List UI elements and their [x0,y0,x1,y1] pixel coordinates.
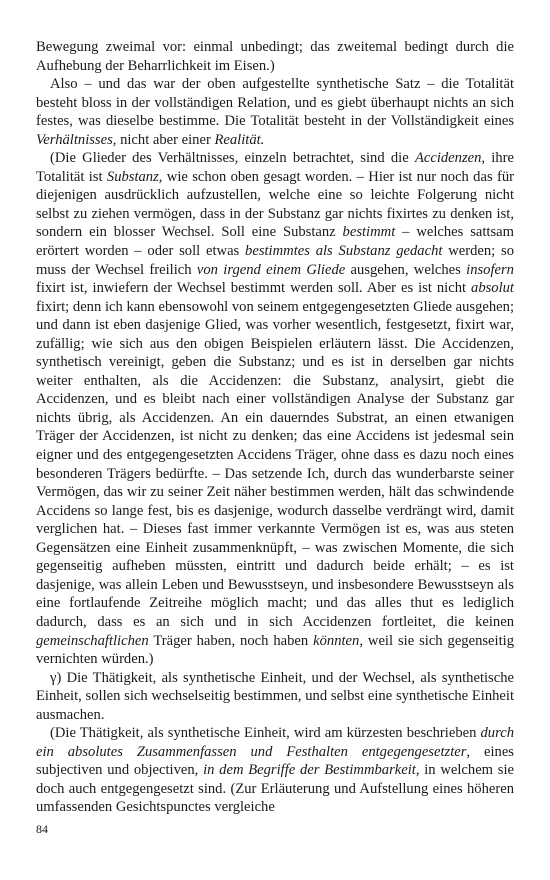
paragraph-run: – welches sattsam erörtert worden – oder soll etwas [36,224,514,260]
paragraph-run: , in welchem sie doch auch entgegengesetzt sind. (Zur Erläuterung und Aufstellung eines höheren umfassenden Gesichtspunctes vergleiche [36,762,514,816]
paragraph-run: Also – und das war der oben aufgestellte synthetische Satz – die Totalität besteht bloss in der vollständigen Relation, und es giebt überhaupt nichts an sich festes, was dieselbe bestimme. Die Totalität besteht in der Vollständigkeit eines [36,76,514,130]
italic-run: Substanz [106,168,159,185]
paragraph-run: , wie schon oben gesagt worden. – Hier ist nur noch das für diejenigen ausdrücklich aufzustellen, welche eine so leichte Folgerung nicht selbst zu ziehen vermögen, dass in der Substanz gar nichts fixirtes zu denken ist, sondern ein blosser Wechsel. Soll eine Substanz [36,168,514,241]
italic-run: gemeinschaftlichen [36,632,149,649]
paragraph-run: fixirt ist, inwiefern der Wechsel bestimmt werden soll. Aber es ist nicht [36,280,472,297]
paragraph-run: werden; so muss der Wechsel freilich [36,243,514,278]
italic-run: Realität. [214,131,265,148]
italic-run: bestimmt [342,224,396,241]
paragraph-run: , eines subjectiven und objectiven, [36,743,514,779]
italic-run: in dem Begriffe der Bestimmbarkeit [203,762,416,779]
italic-run: von irgend einem Gliede [196,261,346,278]
paragraph-gamma [36,669,514,725]
paragraph-run: γ) Die Thätigkeit, als synthetische Einheit, und der Wechsel, als synthetische Einheit, sollen sich wechselseitig bestimmen, und selbst eine synthetische Einheit ausmachen. [36,669,514,723]
paragraph-run: , ihre Totalität ist [36,150,514,185]
page-body [36,38,514,817]
paragraph-run: fixirt; denn ich kann ebensowohl von seinem entgegengesetzten Gliede ausgehen; und dann ist eben dasjenige Glied, was vorher wesentlich, festgesetzt, fixirt war, zufällig; wie sich aus den obigen Beispielen erläutern lässt. Die Accidenzen, synthetisch vereinigt, geben die Substanz; und es ist in derselben gar nichts weiter enthalten, als die Accidenzen: die Substanz, analysirt, giebt die Accidenzen, und es bleibt nach einer vollständigen Analyse der Substanz gar nichts übrig, als Accidenzen. An ein dauerndes Substrat, an einen etwanigen Träger der Accidenzen, ist nicht zu denken; das eine Accidens ist jedesmal sein eigner und des entgegengesetzten Accidens Träger, ohne dass es dazu noch eines besonderen Trägers bedürfte. – Das setzende Ich, durch das wunderbarste seiner Vermögen, das wir zu seiner Zeit näher bestimmen werden, hält das schwindende Accidens so lange fest, bis es dasjenige, wodurch dasselbe verdrängt wird, damit verglichen hat. – Dieses fast immer verkannte Vermögen ist es, was aus steten Gegensätzen eine Einheit zusammenknüpft, – was zwischen Momente, die sich gegenseitig aufheben müssten, eintritt und dadurch beide erhält; – es ist dasjenige, was allein Leben und Bewusstseyn, und insbesondere Bewusstseyn als eine fortlaufende Zeitreihe möglich macht; und das alles thut es lediglich dadurch, dass es an sich und in sich Accidenzen fortleitet, die keinen [36,298,514,630]
paragraph-run: ausgehen, welches [345,261,467,278]
italic-run: bestimmtes als Substanz gedacht [245,243,443,260]
italic-run: insofern [466,261,514,278]
paragraph-totality [36,75,514,149]
paragraph-run: Träger haben, noch haben [148,632,314,649]
paragraph-run: , weil sie sich gegenseitig vernichten würden.) [36,632,514,668]
italic-run: Accidenzen [414,150,482,167]
paragraph-run: Bewegung zweimal vor: einmal unbedingt; das zweitemal bedingt durch die Aufhebung der Beharrlichkeit im Eisen.) [36,39,514,74]
italic-run: absolut [471,280,514,297]
italic-run: durch ein absolutes Zusammenfassen und Festhalten entgegengesetzter [36,725,514,760]
italic-run: Verhältnisses [36,131,113,148]
italic-run: könnten [313,632,360,649]
paragraph-run: , nicht aber einer [112,131,215,148]
page-number: 84 [36,822,48,836]
paragraph-activity [36,724,514,817]
paragraph-substance [36,149,514,668]
paragraph-continuation [36,38,514,75]
paragraph-run: (Die Thätigkeit, als synthetische Einheit, wird am kürzesten beschrieben [50,725,481,742]
paragraph-run: (Die Glieder des Verhältnisses, einzeln betrachtet, sind die [50,150,415,167]
